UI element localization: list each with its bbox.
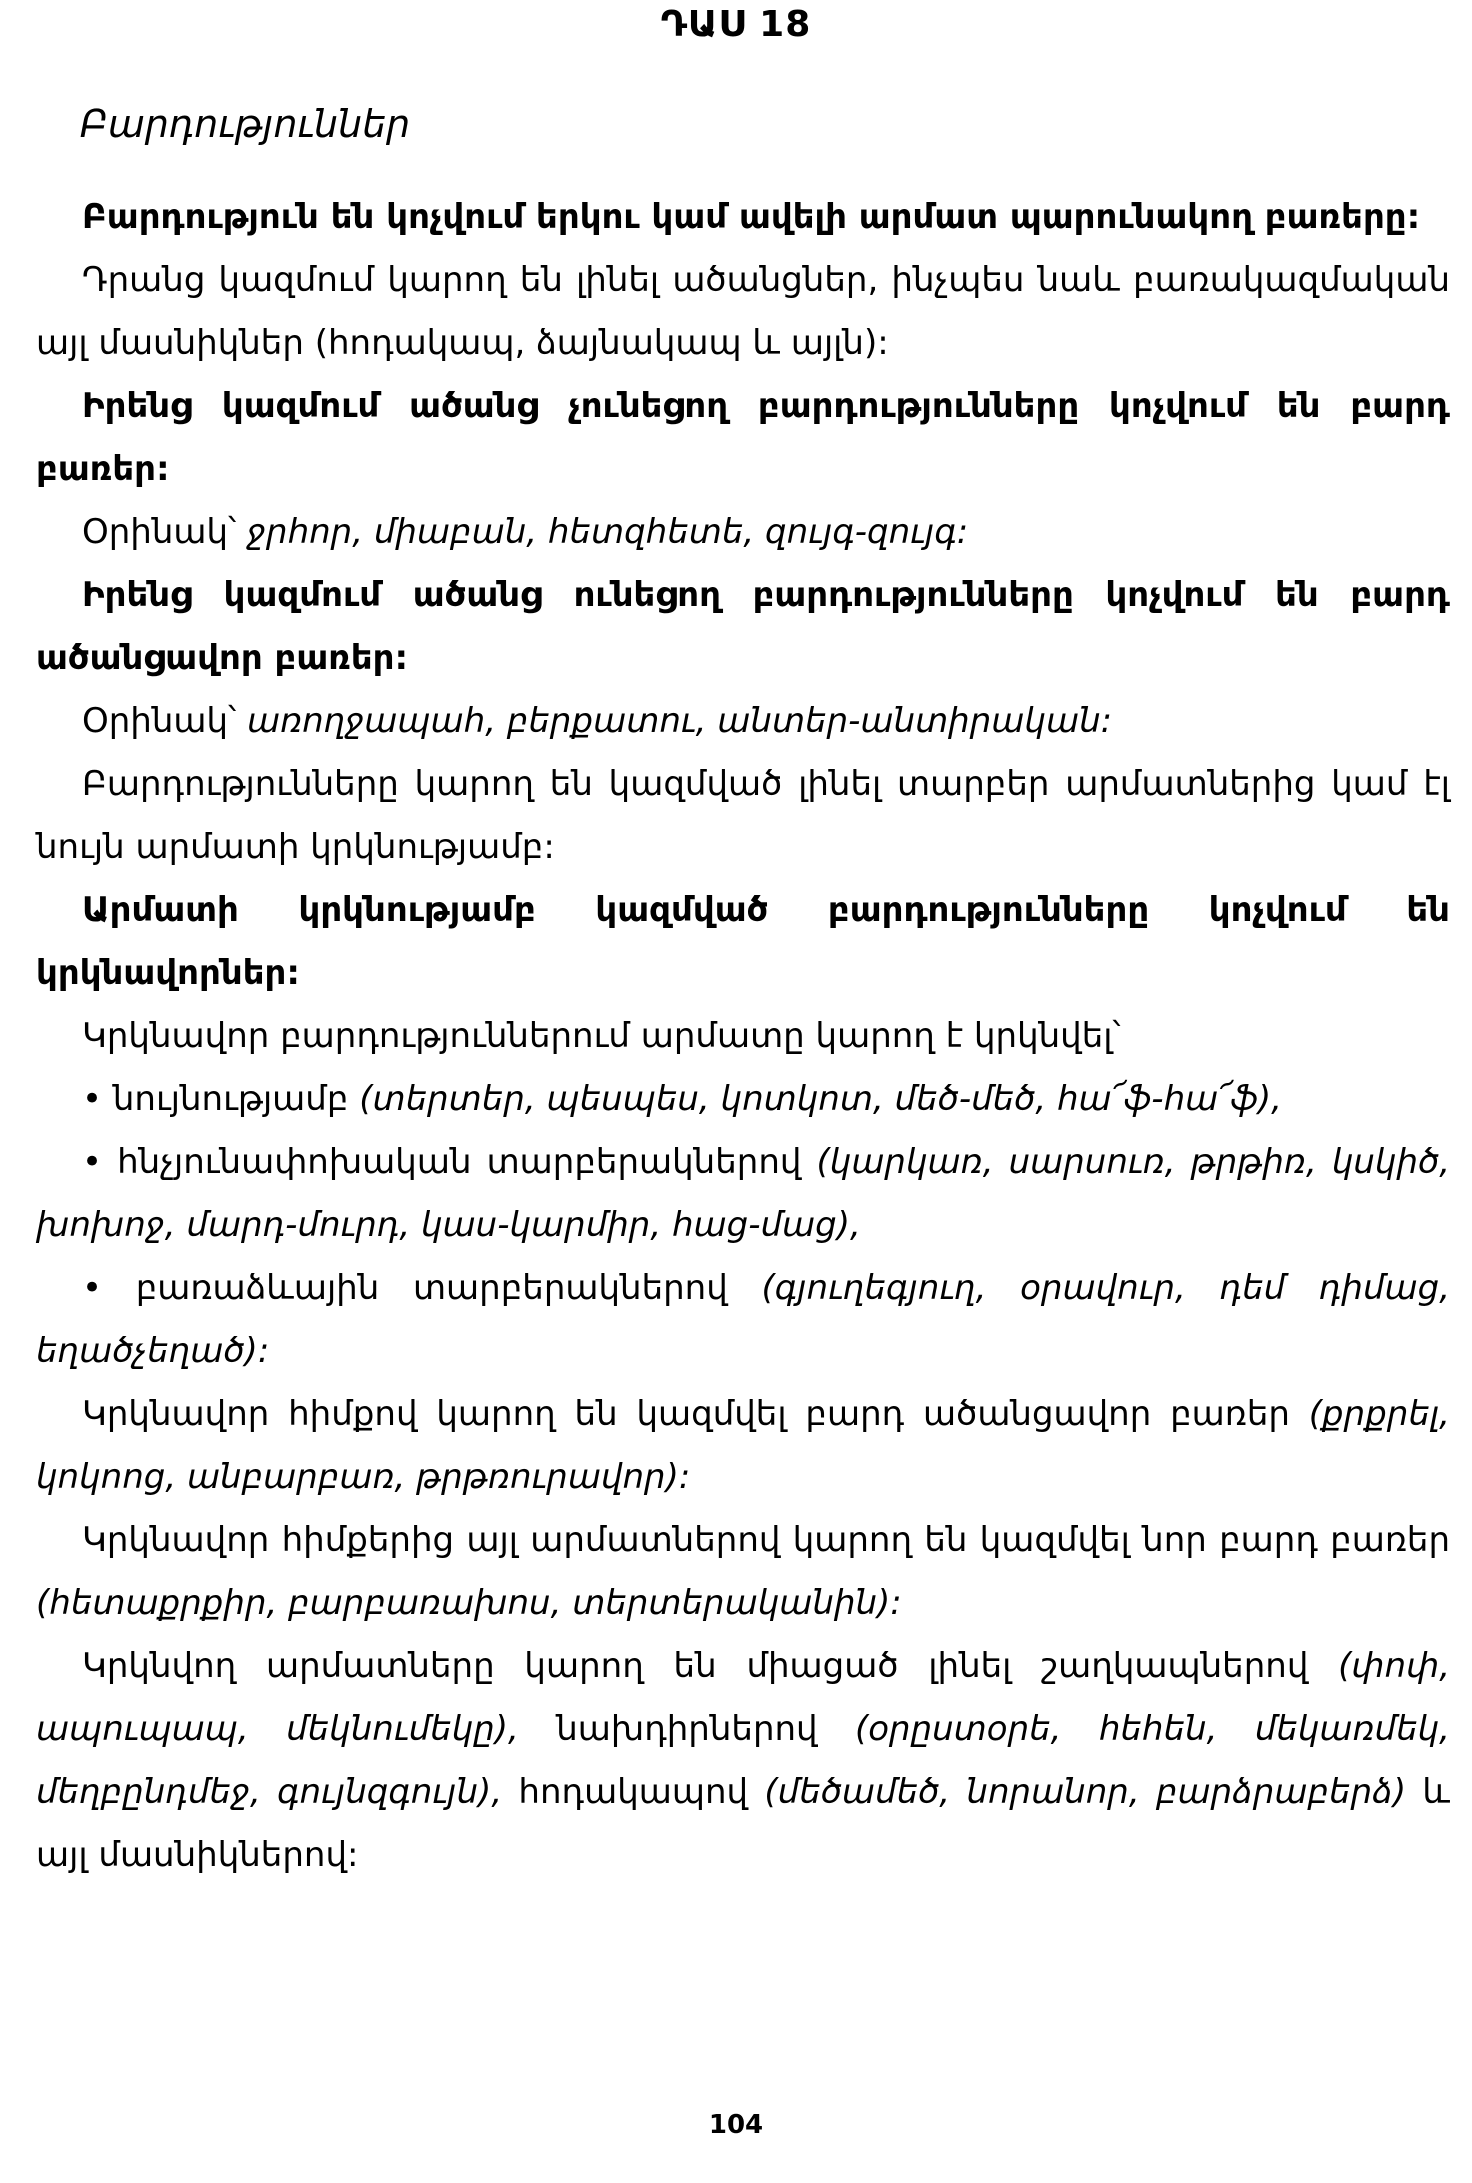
examples-prepositions: (օրըստօրե, հեհեն, մեկառմեկ, մեղբընդմեջ, գույնզգույն), [36,1709,1450,1812]
paragraph-affixes: Դրանց կազմում կարող են լինել ածանցներ, ինչպես նաև բառակազմական այլ մասնիկներ (հոդակապ, ձայնակապ և այլն): [36,260,1450,363]
bullet-word-form [36,1257,1450,1383]
text-prepositions: նախդիրներով [518,1709,855,1749]
definition-reduplicatives: Արմատի կրկնությամբ կազմված բարդությունները կոչվում են կրկնավորներ: [36,890,1450,993]
definition-compound-simple: Իրենց կազմում ածանց չունեցող բարդությունները կոչվում են բարդ բառեր: [36,386,1450,489]
definition-compound-derived: Իրենց կազմում ածանց ունեցող բարդությունները կոչվում են բարդ ածանցավոր բառեր: [36,575,1450,678]
page-body [36,186,1450,1887]
paragraph-tail: և այլ մասնիկներով: [36,1772,1450,1875]
bullet-examples: (կարկառ, սարսուռ, թրթիռ, կսկիծ, խոխոջ, մարդ-մուրդ, կաս-կարմիր, հաց-մաց), [36,1142,1451,1245]
example-lead: Օրինակ՝ [82,701,247,741]
paragraph-examples: (քրքրել, կոկոոց, անբարբառ, թրթռուրավոր): [36,1394,1450,1497]
examples-conjunctions: (փոփ, ապուպապ, մեկնումեկը), [36,1646,1450,1749]
page-number: 104 [708,2110,764,2140]
definition-compound-words: Բարդություն են կոչվում երկու կամ ավելի արմատ պարունակող բառերը: [82,197,1421,237]
text-linking-vowel: հոդակապով [502,1772,765,1812]
paragraph-linking [36,1635,1450,1887]
example-compound-simple [36,501,1450,564]
bullet-lead: • բառաձևային տարբերակներով [82,1268,762,1308]
bullet-identical [36,1068,1450,1131]
section-title: Բարդություններ [80,102,411,146]
paragraph-reduplicative-base [36,1383,1450,1509]
example-list: ջրհոր, միաբան, հետզհետե, զույգ-զույգ: [246,512,969,552]
examples-linking-vowel: (մեծամեծ, նորանոր, բարձրաբերձ) [764,1772,1407,1812]
paragraph-lead: Կրկնավոր հիմքով կարող են կազմվել բարդ ածանցավոր բառեր [82,1394,1309,1434]
example-lead: Օրինակ՝ [82,512,247,552]
paragraph-examples: (հետաքրքիր, բարբառախոս, տերտերականին): [36,1583,902,1623]
bullet-phonetic [36,1131,1450,1257]
paragraph-lead: Կրկնվող արմատները կարող են միացած լինել շաղկապներով [82,1646,1339,1686]
paragraph-repetition: Կրկնավոր բարդություններում արմատը կարող է կրկնվել՝ [82,1016,1121,1056]
bullet-lead: • նույնությամբ [82,1079,360,1119]
bullet-examples: (տերտեր, պեսպես, կոտկոտ, մեծ-մեծ, հա՜ֆ-հա՜ֆ), [359,1079,1282,1119]
example-compound-derived [36,690,1450,753]
lesson-header: ԴԱՍ 18 [660,4,812,45]
bullet-lead: • հնչյունափոխական տարբերակներով [82,1142,817,1182]
example-list: առողջապահ, բերքատու, անտեր-անտիրական: [246,701,1113,741]
paragraph-roots: Բարդությունները կարող են կազմված լինել տարբեր արմատներից կամ էլ նույն արմատի կրկնությամբ: [36,764,1450,867]
paragraph-new-compounds [36,1509,1450,1635]
paragraph-lead: Կրկնավոր հիմքերից այլ արմատներով կարող են կազմվել նոր բարդ բառեր [82,1520,1450,1560]
bullet-examples: (գյուղեգյուղ, օրավուր, դեմ դիմաց, եղածչեղած): [36,1268,1451,1371]
